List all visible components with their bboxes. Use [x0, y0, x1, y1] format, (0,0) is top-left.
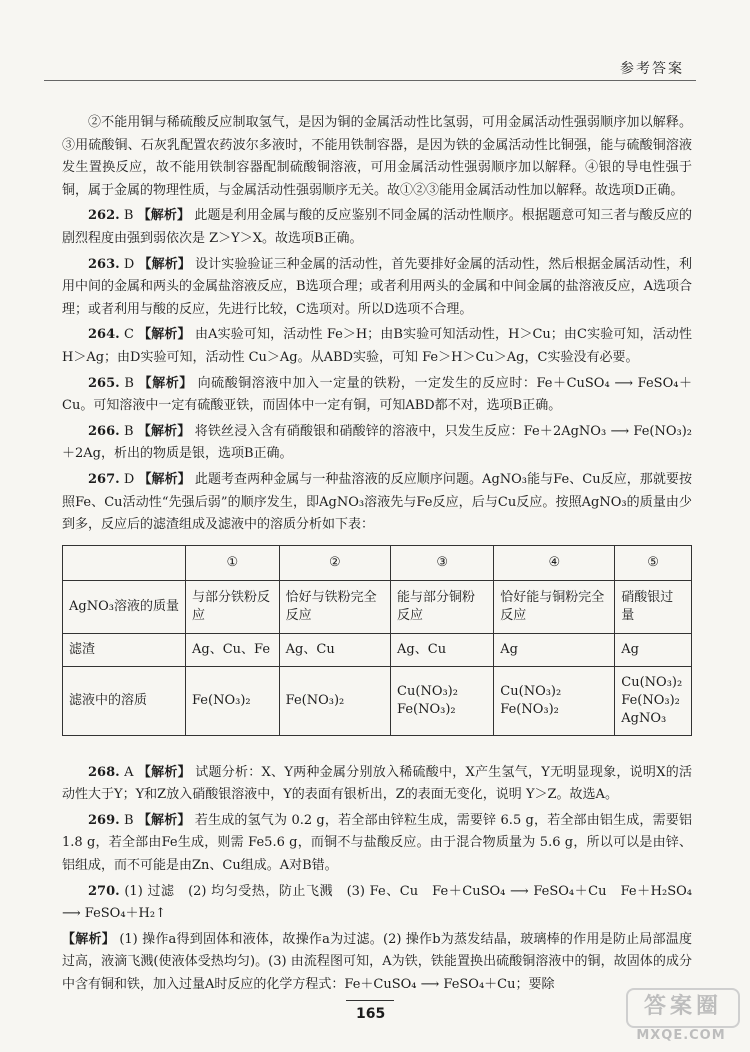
solute-line: Fe(NO₃)₂	[621, 692, 680, 708]
solute-line: Fe(NO₃)₂	[500, 701, 559, 717]
analysis-text: 向硫酸铜溶液中加入一定量的铁粉，一定发生的反应时：Fe＋CuSO₄ ⟶ FeSO₄＋Cu。可知溶液中一定有硫酸亚铁，而固体中一定有铜，可知ABD都不对，选项B正确。	[62, 375, 693, 414]
answer-266	[62, 421, 692, 466]
analysis-text: 将铁丝浸入含有硝酸银和硝酸锌的溶液中，只发生反应：Fe＋2AgNO₃ ⟶ Fe(NO₃)₂＋2Ag，析出的物质是银，选项B正确。	[62, 423, 692, 462]
answer-265	[62, 373, 692, 418]
analysis-tag: 【解析】	[137, 423, 191, 439]
answer-choice: C	[123, 327, 134, 343]
answer-choice: A	[124, 764, 134, 780]
table-header-cell: ⑤	[615, 545, 692, 580]
analysis-text: 设计实验验证三种金属的活动性，首先要排好金属的活动性，然后根据金属活动性，利用中间的金属和两头的金属盐溶液反应，B选项合理；或者利用两头的金属和中间金属的盐溶液反应，A选项合理；或者利用与酸的反应，先进行比较，C选项对。所以D选项不合理。	[62, 256, 692, 317]
table-cell	[494, 666, 615, 735]
analysis-tag: 【解析】	[62, 931, 115, 947]
table-cell: Fe(NO₃)₂	[279, 666, 390, 735]
table-cell: 滤液中的溶质	[63, 666, 186, 735]
table-header-cell: ③	[391, 545, 494, 580]
answer-number: 269.	[88, 812, 120, 828]
answer-choice: B	[123, 423, 134, 439]
solute-line: Fe(NO₃)₂	[397, 701, 456, 717]
analysis-text: 试题分析：X、Y两种金属分别放入稀硫酸中，X产生氢气，Y无明显现象，说明X的活动性大于Y；Y和Z放入硝酸银溶液中，Y的表面有银析出，Z的表面无变化，说明 Y＞Z。故选A。	[62, 764, 692, 803]
solute-line: AgNO₃	[621, 710, 667, 726]
answer-number: 268.	[88, 764, 120, 780]
solute-line: Cu(NO₃)₂	[397, 683, 458, 699]
table-cell	[63, 545, 186, 580]
table-cell: Ag、Cu	[391, 633, 494, 666]
page-number: 165	[356, 1006, 386, 1022]
answer-choice: B	[123, 812, 134, 828]
watermark-logo: 答案圈	[626, 988, 740, 1028]
table-cell: 恰好与铁粉完全反应	[279, 580, 390, 633]
watermark	[626, 988, 736, 1044]
solute-line: Cu(NO₃)₂	[500, 683, 562, 699]
answer-263	[62, 254, 692, 322]
table-cell: 滤渣	[63, 633, 186, 666]
header-rule	[44, 80, 696, 81]
analysis-tag: 【解析】	[138, 256, 191, 272]
page-number-rule	[346, 1000, 394, 1001]
analysis-tag: 【解析】	[137, 764, 191, 780]
analysis-tag: 【解析】	[137, 208, 191, 224]
table-cell: 与部分铁粉反应	[186, 580, 280, 633]
paragraph-continuation: ②不能用铜与稀硫酸反应制取氢气，是因为铜的金属活动性比氢弱，可用金属活动性强弱顺序加以解释。③用硫酸铜、石灰乳配置农药波尔多液时，不能用铁制容器，是因为铁的金属活动性比铜强，能与硫酸铜溶液发生置换反应，故不能用铁制容器配制硫酸铜溶液，可用金属活动性强弱顺序加以解释。④银的导电性强于铜，属于金属的物理性质，与金属活动性强弱顺序无关。故①②③能用金属活动性加以解释。故选项D正确。	[62, 115, 692, 198]
analysis-text: 由A实验可知，活动性 Fe＞H；由B实验可知活动性，H＞Cu；由C实验可知，活动性 H＞Ag；由D实验可知，活动性 Cu＞Ag。从ABD实验，可知 Fe＞H＞Cu＞Ag，C实验没有必要。	[62, 327, 692, 365]
answer-choice: D	[123, 471, 135, 487]
table-cell: AgNO₃溶液的质量	[63, 580, 186, 633]
table-cell: 硝酸银过量	[615, 580, 692, 633]
watermark-url: MXQE.COM	[636, 1028, 726, 1043]
page-content	[62, 112, 692, 1000]
answer-choice: D	[123, 256, 135, 272]
analysis-text: 若生成的氢气为 0.2 g，若全部由锌粒生成，需要锌 6.5 g，若全部由铝生成，需要铝 1.8 g，若全部由Fe生成，则需 Fe5.6 g，而铜不与盐酸反应。由于混合物质量为 5.6 g，所以可以是由锌、铝组成，而不可能是由Zn、Cu组成。A对B错。	[62, 812, 692, 874]
table-cell: Fe(NO₃)₂	[186, 666, 280, 735]
solute-line: Cu(NO₃)₂	[621, 674, 683, 690]
table-header-cell: ①	[186, 545, 280, 580]
table-header-row	[63, 545, 692, 580]
answer-choice: B	[123, 208, 134, 224]
answer-number: 270.	[88, 883, 120, 899]
answer-270	[62, 881, 692, 926]
answer-number: 266.	[88, 423, 120, 439]
answer-number: 264.	[88, 327, 120, 343]
analysis-tag: 【解析】	[138, 327, 191, 343]
analysis-tag: 【解析】	[138, 471, 191, 487]
answer-262	[62, 205, 692, 250]
analysis-text: (1) 操作a得到固体和液体，故操作a为过滤。(2) 操作b为蒸发结晶，玻璃棒的作用是防止局部温度过高，液滴飞溅(使液体受热均匀)。(3) 由流程图可知，A为铁，铁能置换出硫酸铜溶液中的铜，故固体的成分中含有铜和铁，加入过量A时反应的化学方程式：Fe＋CuSO₄ ⟶ FeSO₄＋Cu；要除	[62, 931, 692, 993]
answer-267	[62, 469, 692, 537]
answer-text: (1) 过滤 (2) 均匀受热，防止飞溅 (3) Fe、Cu Fe＋CuSO₄ ⟶ FeSO₄＋Cu Fe＋H₂SO₄ ⟶ FeSO₄＋H₂↑	[62, 883, 692, 922]
answer-number: 265.	[88, 375, 120, 391]
table-cell	[615, 666, 692, 735]
analysis-text: 此题考查两种金属与一种盐溶液的反应顺序问题。AgNO₃能与Fe、Cu反应，那就要按照Fe、Cu活动性“先强后弱”的顺序发生，即AgNO₃溶液先与Fe反应，后与Cu反应。按照AgNO₃的质量由少到多，反应后的滤渣组成及滤液中的溶质分析如下表：	[62, 471, 692, 533]
table-cell: Ag	[615, 633, 692, 666]
table-cell: Ag、Cu、Fe	[186, 633, 280, 666]
answer-268	[62, 762, 692, 807]
answer-264	[62, 324, 692, 369]
running-header: 参考答案	[620, 61, 684, 77]
table-header-cell: ④	[494, 545, 615, 580]
answer-number: 267.	[88, 471, 120, 487]
table-row	[63, 666, 692, 735]
reaction-table	[62, 545, 692, 736]
table-cell: Ag	[494, 633, 615, 666]
table-header-cell: ②	[279, 545, 390, 580]
answer-number: 263.	[88, 256, 120, 272]
table-row	[63, 580, 692, 633]
analysis-tag: 【解析】	[137, 812, 191, 828]
analysis-tag: 【解析】	[138, 375, 193, 391]
table-cell	[391, 666, 494, 735]
answer-269	[62, 810, 692, 878]
table-cell: 恰好能与铜粉完全反应	[494, 580, 615, 633]
table-cell: 能与部分铜粉反应	[391, 580, 494, 633]
table-cell: Ag、Cu	[279, 633, 390, 666]
answer-choice: B	[124, 375, 134, 391]
answer-number: 262.	[88, 208, 120, 224]
answer-270-analysis	[62, 929, 692, 997]
analysis-text: 此题是利用金属与酸的反应鉴别不同金属的活动性顺序。根据题意可知三者与酸反应的剧烈程度由强到弱依次是 Z＞Y＞X。故选项B正确。	[62, 208, 692, 246]
table-row	[63, 633, 692, 666]
